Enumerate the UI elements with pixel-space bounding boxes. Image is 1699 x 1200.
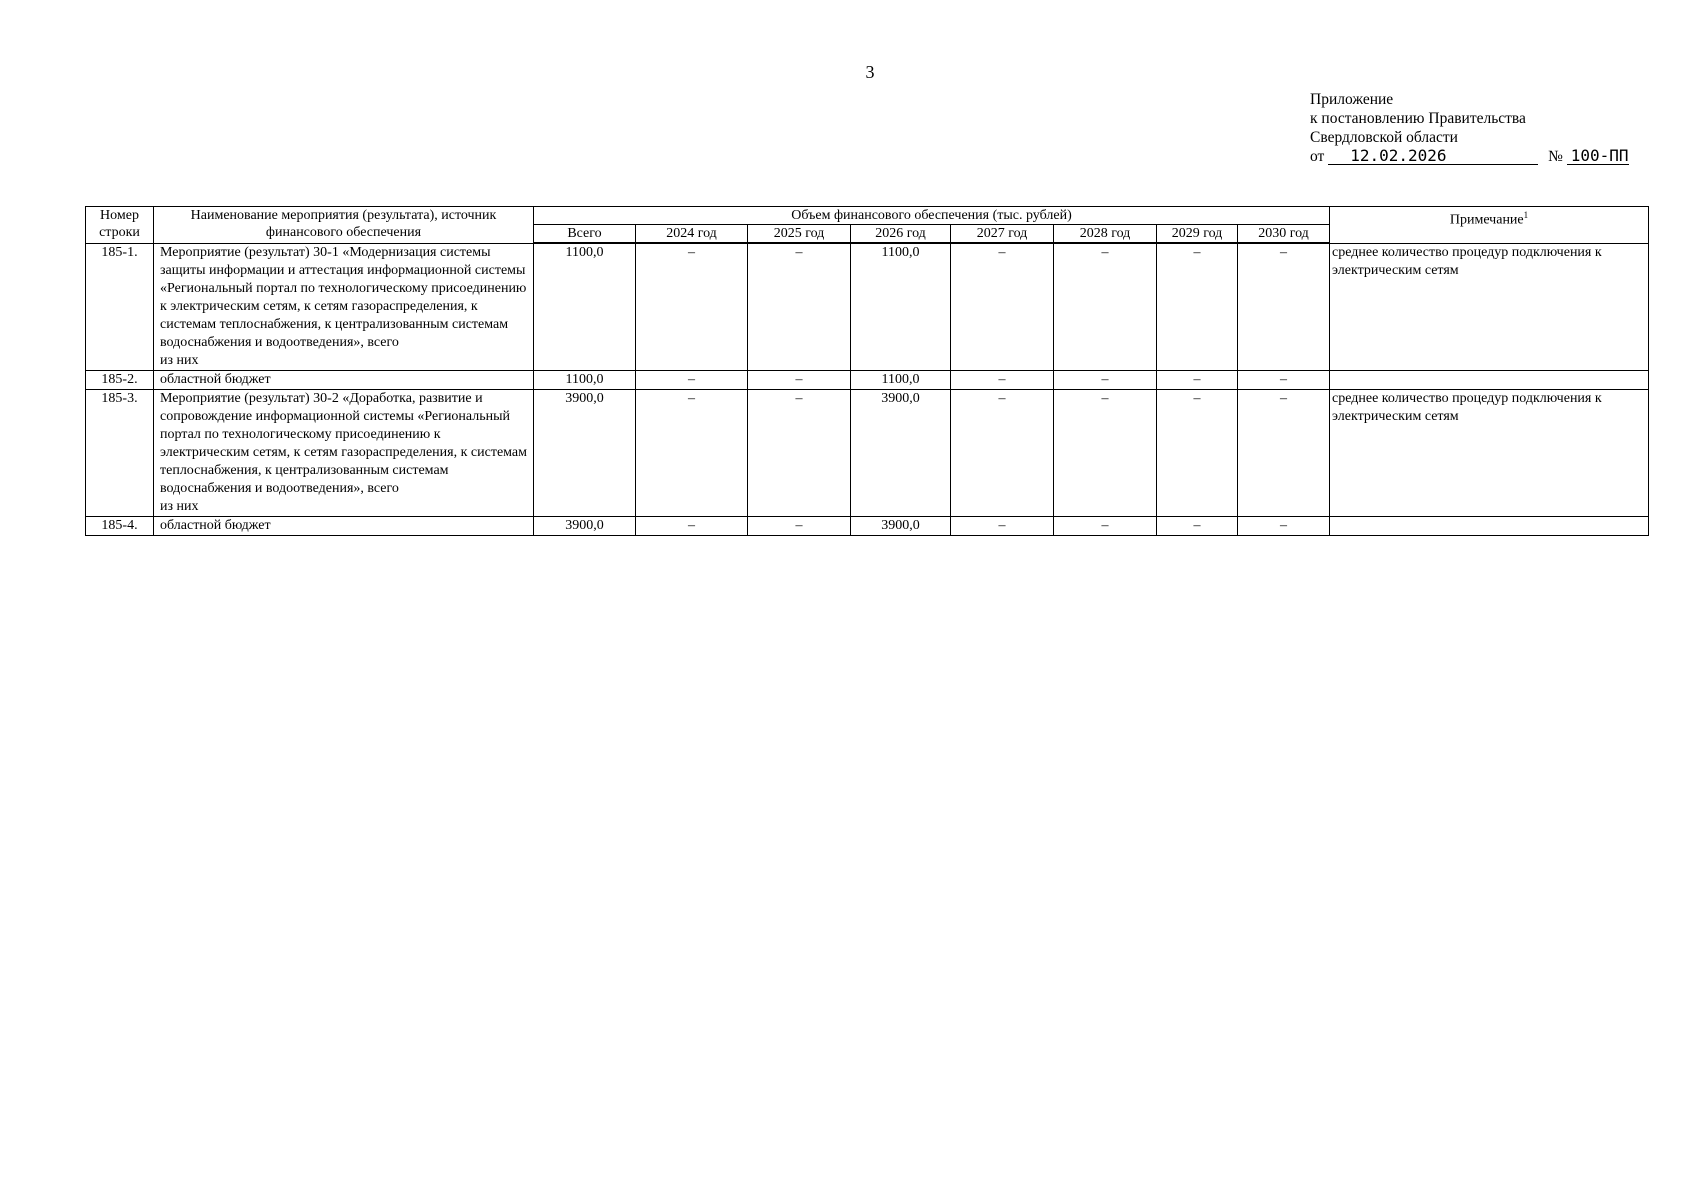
table-row — [86, 516, 1649, 535]
header-col-2026: 2026 год — [851, 225, 951, 244]
row-value: – — [1157, 389, 1238, 516]
row-value: – — [1157, 516, 1238, 535]
row-name — [154, 243, 534, 370]
table-row — [86, 243, 1649, 370]
header-note — [1330, 207, 1649, 244]
row-number: 185-1. — [86, 243, 154, 370]
row-value: – — [1238, 389, 1330, 516]
row-value: 3900,0 — [534, 516, 636, 535]
row-value: – — [748, 389, 851, 516]
row-note: среднее количество процедур подключения к электрическим сетям — [1330, 243, 1649, 370]
row-value: 3900,0 — [851, 516, 951, 535]
row-number: 185-4. — [86, 516, 154, 535]
row-value: – — [951, 389, 1054, 516]
header-col-2024: 2024 год — [636, 225, 748, 244]
row-value: – — [1238, 243, 1330, 370]
row-value: – — [951, 243, 1054, 370]
row-note: среднее количество процедур подключения к электрическим сетям — [1330, 389, 1649, 516]
table-row — [86, 389, 1649, 516]
row-value: – — [636, 389, 748, 516]
row-name-text: областной бюджет — [160, 517, 271, 533]
footnote-mark: 1 — [1523, 210, 1529, 220]
row-value: – — [1157, 243, 1238, 370]
header-col-2027: 2027 год — [951, 225, 1054, 244]
row-name-text: Мероприятие (результат) 30-2 «Доработка, развитие и сопровождение информационной системы «Региональный портал по технологическому присоединению к электрическим сетям, к сетям газораспределения, к системам теплоснабжения, к централизованным системам водоснабжения и водоотведения», всего — [160, 390, 527, 496]
row-value: 3900,0 — [534, 389, 636, 516]
approval-resolution: к постановлению Правительства — [1310, 110, 1526, 127]
row-value: 1100,0 — [534, 370, 636, 389]
row-name-text: Мероприятие (результат) 30-1 «Модернизация системы защиты информации и аттестация информационной системы «Региональный портал по технологическому присоединению к электрическим сетям, к сетям газораспределения, к системам теплоснабжения, к централизованным системам водоснабжения и водоотведения», всего — [160, 244, 527, 350]
approval-number: 100-ПП — [1567, 147, 1629, 165]
approval-block — [1310, 90, 1650, 166]
header-col-2025: 2025 год — [748, 225, 851, 244]
row-value: – — [636, 370, 748, 389]
header-name: Наименование мероприятия (результата), источник финансового обеспечения — [154, 207, 534, 244]
row-value: – — [1054, 370, 1157, 389]
row-name — [154, 389, 534, 516]
approval-region: Свердловской области — [1310, 129, 1458, 146]
header-funding-group: Объем финансового обеспечения (тыс. рублей) — [534, 207, 1330, 225]
approval-title: Приложение — [1310, 91, 1394, 108]
row-value: – — [748, 370, 851, 389]
row-value: – — [748, 243, 851, 370]
row-name — [154, 516, 534, 535]
row-name-text: областной бюджет — [160, 371, 271, 387]
row-value: – — [748, 516, 851, 535]
row-value: – — [636, 243, 748, 370]
row-value: 1100,0 — [851, 370, 951, 389]
row-value: – — [1054, 389, 1157, 516]
row-value: – — [1238, 370, 1330, 389]
table-row — [86, 370, 1649, 389]
row-value: – — [951, 516, 1054, 535]
row-name — [154, 370, 534, 389]
row-value: 1100,0 — [851, 243, 951, 370]
row-value: – — [1238, 516, 1330, 535]
row-value: – — [636, 516, 748, 535]
row-value: – — [1157, 370, 1238, 389]
row-value: 3900,0 — [851, 389, 951, 516]
row-name-suffix: из них — [160, 352, 199, 368]
header-note-label: Примечание — [1449, 212, 1524, 228]
row-value: – — [1054, 243, 1157, 370]
row-note — [1330, 516, 1649, 535]
approval-date: 12.02.2026 — [1328, 147, 1538, 165]
header-col-total: Всего — [534, 225, 636, 244]
financing-table — [85, 206, 1649, 536]
header-col-2030: 2030 год — [1238, 225, 1330, 244]
header-col-2028: 2028 год — [1054, 225, 1157, 244]
row-name-suffix: из них — [160, 498, 199, 514]
table-body — [86, 243, 1649, 535]
row-value: 1100,0 — [534, 243, 636, 370]
row-value: – — [1054, 516, 1157, 535]
row-value: – — [951, 370, 1054, 389]
header-col-2029: 2029 год — [1157, 225, 1238, 244]
page-number: 3 — [865, 62, 875, 82]
header-row-1 — [86, 207, 1649, 225]
row-number: 185-3. — [86, 389, 154, 516]
row-note — [1330, 370, 1649, 389]
row-number: 185-2. — [86, 370, 154, 389]
approval-date-line — [1310, 147, 1650, 166]
date-prefix: от — [1310, 148, 1325, 165]
header-row-no: Номер строки — [86, 207, 154, 244]
number-prefix: № — [1548, 148, 1563, 165]
